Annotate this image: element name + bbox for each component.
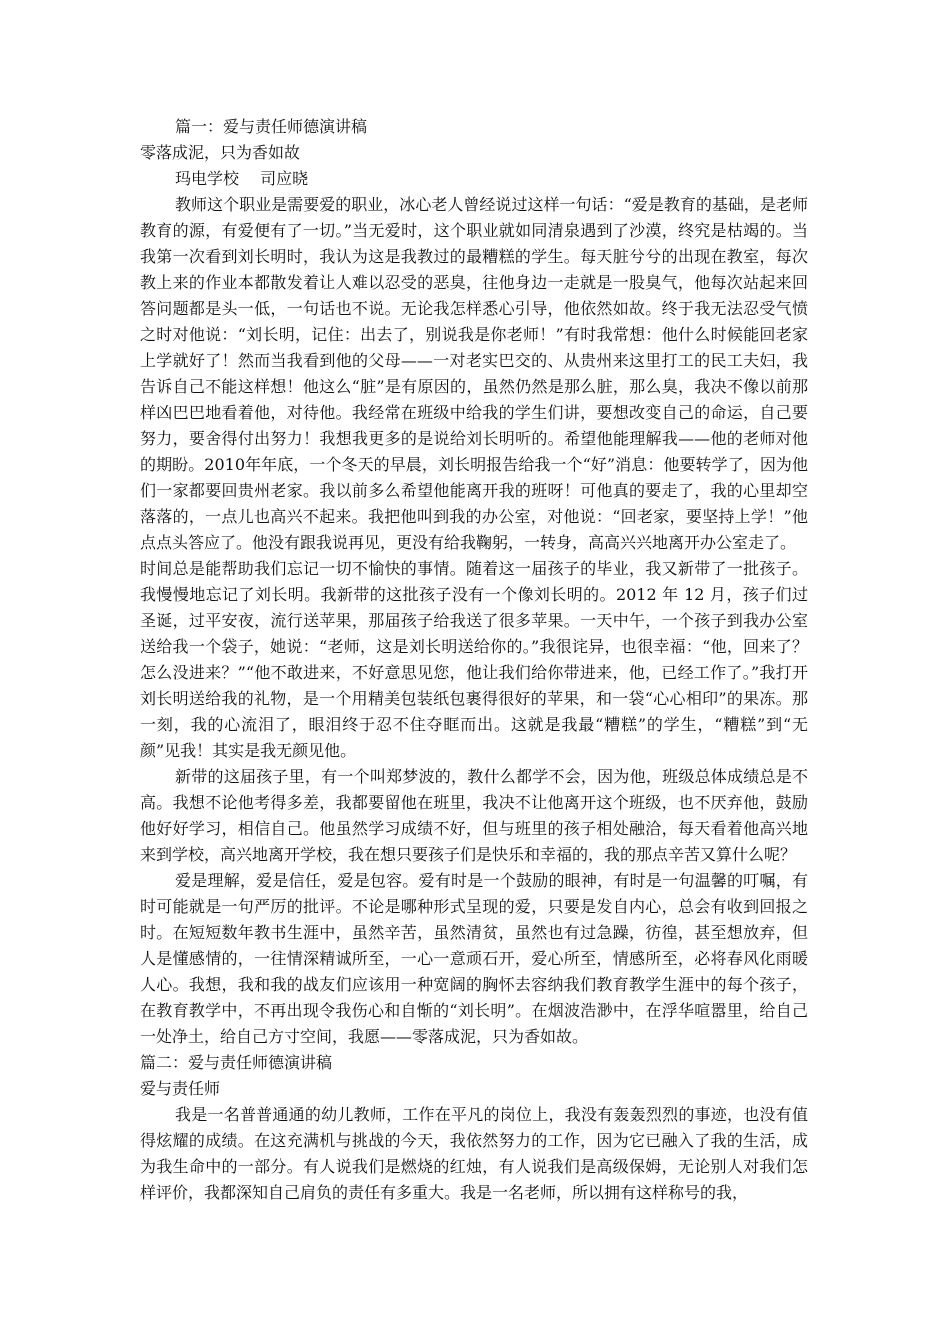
paragraph-2: 时间总是能帮助我们忘记一切不愉快的事情。随着这一届孩子的毕业，我又新带了一批孩子。我慢慢地忘记了刘长明。我新带的这批孩子没有一个像刘长明的。2012 年 12 月，孩子们过圣诞，过平安夜，流行送苹果，那届孩子给我送了很多苹果。一天中午，一个孩子到我办公室送给我一个袋子，她说：“老师，这是刘长明送给你的。”我很诧异，也很幸福：“他，回来了？怎么没进来？”“他不敢进来，不好意思见您，他让我们给你带进来，他，已经工作了。”我打开刘长明送给我的礼物，是一个用精美包装纸包裹得很好的苹果，和一袋“心心相印”的果冻。那一刻，我的心流泪了，眼泪终于忍不住夺眶而出。这就是我最“糟糕”的学生，“糟糕”到“无颜”见我！其实是我无颜见他。 [140, 559, 808, 760]
paragraph-4: 爱是理解，爱是信任，爱是包容。爱有时是一个鼓励的眼神，有时是一句温馨的叮嘱，有时可能就是一句严厉的批评。不论是哪种形式呈现的爱，只要是发自内心，总会有收到回报之时。在短短数年教书生涯中，虽然辛苦，虽然清贫，虽然也有过急躁，彷徨，甚至想放弃，但人是懂感情的，一往情深精诚所至，一心一意顽石开，爱心所至，情感所至，必将春风化雨暖人心。我想，我和我的战友们应该用一种宽阔的胸怀去容纳我们教育教学生涯中的每个孩子，在教育教学中，不再出现令我伤心和自惭的“刘长明”。在烟波浩渺中，在浮华喧嚣里，给自己一处净土，给自己方寸空间，我愿——零落成泥，只为香如故。 [140, 871, 808, 1046]
article-title-2: 爱与责任师 [140, 1079, 221, 1098]
paragraph-1: 教师这个职业是需要爱的职业，冰心老人曾经说过这样一句话：“爱是教育的基础，是老师教育的源，有爱便有了一切。”当无爱时，这个职业就如同清泉遇到了沙漠，终究是枯竭的。当我第一次看到刘长明时，我认为这是我教过的最糟糕的学生。每天脏兮兮的出现在教室，每次教上来的作业本都散发着让人难以忍受的恶臭，往他身边一走就是一股臭气，他每次站起来回答问题都是头一低，一句话也不说。无论我怎样悉心引导，他依然如故。终于我无法忍受气愤之时对他说：“刘长明，记住：出去了，别说我是你老师！”有时我常想：他什么时候能回老家上学就好了！然而当我看到他的父母——一对老实巴交的、从贵州来这里打工的民工夫妇，我告诉自己不能这样想！他这么“脏”是有原因的，虽然仍然是那么脏，那么臭，我决不像以前那样凶巴巴地看着他，对待他。我经常在班级中给我的学生们讲，要想改变自己的命运，自己要努力，要舍得付出努力！我想我更多的是说给刘长明听的。希望他能理解我——他的老师对他的期盼。2010年年底，一个冬天的早晨，刘长明报告给我一个“好”消息：他要转学了，因为他们一家都要回贵州老家。我以前多么希望他能离开我的班呀！可他真的要走了，我的心里却空落落的，一点儿也高兴不起来。我把他叫到我的办公室，对他说：“回老家，要坚持上学！”他点点头答应了。他没有跟我说再见，更没有给我鞠躬，一转身，高高兴兴地离开办公室走了。 [140, 195, 808, 552]
section-heading-1: 篇一：爱与责任师德演讲稿 [175, 117, 368, 136]
paragraph-5: 我是一名普普通通的幼儿教师，工作在平凡的岗位上，我没有轰轰烈烈的事迹，也没有值得炫耀的成绩。在这充满机与挑战的今天，我依然努力的工作，因为它已融入了我的生活，成为我生命中的一部分。有人说我们是燃烧的红烛，有人说我们是高级保姆，无论别人对我们怎样评价，我都深知自己肩负的责任有多重大。我是一名老师，所以拥有这样称号的我， [140, 1105, 808, 1202]
article-title-1: 零落成泥，只为香如故 [140, 143, 301, 162]
document-body [140, 114, 808, 1206]
section-heading-2: 篇二：爱与责任师德演讲稿 [140, 1053, 333, 1072]
author-line: 玛电学校 司应晓 [175, 169, 309, 188]
paragraph-3: 新带的这届孩子里，有一个叫郑梦波的，教什么都学不会，因为他，班级总体成绩总是不高。我想不论他考得多差，我都要留他在班里，我决不让他离开这个班级，也不厌弃他，鼓励他好好学习，相信自己。他虽然学习成绩不好，但与班里的孩子相处融洽，每天看着他高兴地来到学校，高兴地离开学校，我在想只要孩子们是快乐和幸福的，我的那点辛苦又算什么呢？ [140, 767, 808, 864]
